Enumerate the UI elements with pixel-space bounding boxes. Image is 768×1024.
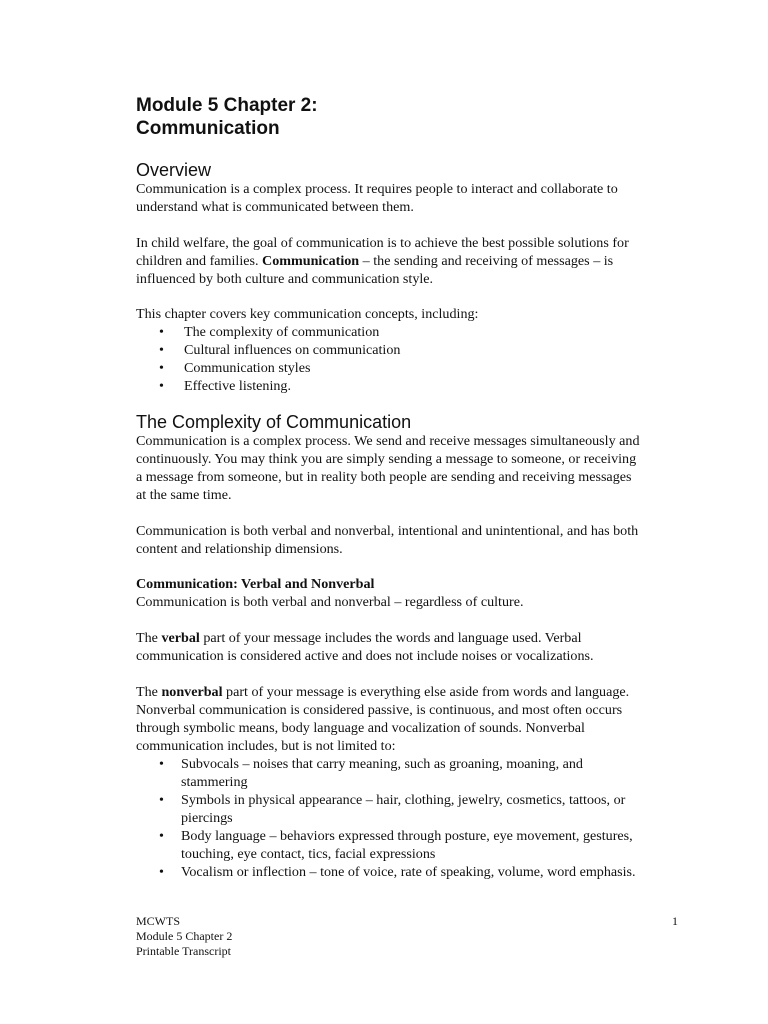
list-item: • Symbols in physical appearance – hair, clothing, jewelry, cosmetics, tattoos, or piercings bbox=[159, 792, 626, 826]
overview-heading: Overview bbox=[136, 160, 212, 180]
list-item: • Subvocals – noises that carry meaning, such as groaning, moaning, and stammering bbox=[159, 756, 583, 790]
footer-line-1: MCWTS bbox=[136, 914, 181, 928]
complexity-heading: The Complexity of Communication bbox=[136, 412, 412, 432]
list-item-text: Symbols in physical appearance – hair, clothing, jewelry, cosmetics, tattoos, or bbox=[181, 792, 626, 808]
text-line: Communication is a complex process. It requires people to interact and collaborate to bbox=[136, 181, 618, 197]
verbal-nonverbal-intro: Communication is both verbal and nonverbal – regardless of culture. bbox=[136, 594, 524, 610]
verbal-nonverbal-subheading: Communication: Verbal and Nonverbal bbox=[136, 576, 375, 592]
text-line: understand what is communicated between them. bbox=[136, 199, 414, 215]
title-line-1: Module 5 Chapter 2: bbox=[136, 95, 318, 116]
nonverbal-paragraph bbox=[136, 683, 676, 755]
list-item: • Effective listening. bbox=[159, 378, 291, 394]
overview-paragraph-3: This chapter covers key communication concepts, including: bbox=[136, 306, 479, 322]
list-item-text: Subvocals – noises that carry meaning, such as groaning, moaning, and bbox=[181, 756, 583, 772]
bold-term-nonverbal: nonverbal bbox=[161, 684, 223, 700]
list-item: • Cultural influences on communication bbox=[159, 342, 401, 358]
page-title bbox=[136, 94, 318, 140]
list-item: • Body language – behaviors expressed through posture, eye movement, gestures, touching, eye contact, tics, facial expressions bbox=[159, 828, 633, 862]
text-line: content and relationship dimensions. bbox=[136, 541, 343, 557]
text-line bbox=[136, 683, 676, 701]
page-footer bbox=[136, 914, 232, 959]
text-line: communication includes, but is not limited to: bbox=[136, 738, 396, 754]
list-item-text: Communication styles bbox=[184, 360, 311, 376]
list-item-text-cont: stammering bbox=[181, 774, 248, 790]
footer-line-3: Printable Transcript bbox=[136, 944, 231, 958]
page-number: 1 bbox=[672, 914, 678, 928]
overview-paragraph-1 bbox=[136, 180, 676, 216]
bold-term-verbal: verbal bbox=[161, 630, 200, 646]
list-item-text: The complexity of communication bbox=[184, 324, 380, 340]
overview-paragraph-2 bbox=[136, 234, 676, 288]
text-line: Communication is a complex process. We send and receive messages simultaneously and bbox=[136, 433, 640, 449]
list-item-text-cont: piercings bbox=[181, 810, 233, 826]
list-item-text: Effective listening. bbox=[184, 378, 291, 394]
text-run: part of your message is everything else aside from words and language. bbox=[222, 684, 630, 700]
list-item-text: Vocalism or inflection – tone of voice, rate of speaking, volume, word emphasis. bbox=[181, 864, 636, 880]
verbal-paragraph bbox=[136, 629, 676, 665]
text-line: through symbolic means, body language and vocalization of sounds. Nonverbal bbox=[136, 720, 585, 736]
list-item-text-cont: touching, eye contact, tics, facial expressions bbox=[181, 846, 436, 862]
text-line: a message from someone, but in reality both people are sending and receiving messages bbox=[136, 469, 632, 485]
list-item-text: Cultural influences on communication bbox=[184, 342, 401, 358]
complexity-paragraph-2 bbox=[136, 522, 676, 558]
text-run: part of your message includes the words and language used. Verbal bbox=[199, 630, 582, 646]
text-line bbox=[136, 629, 676, 647]
overview-bullet-list bbox=[159, 323, 400, 395]
text-run: The bbox=[136, 630, 162, 646]
footer-line-2: Module 5 Chapter 2 bbox=[136, 929, 233, 943]
bold-term-communication: Communication bbox=[262, 253, 360, 269]
text-line: Nonverbal communication is considered passive, is continuous, and most often occurs bbox=[136, 702, 623, 718]
text-line: continuously. You may think you are simply sending a message to someone, or receiving bbox=[136, 451, 637, 467]
nonverbal-bullet-list bbox=[159, 755, 636, 881]
list-item: • Vocalism or inflection – tone of voice, rate of speaking, volume, word emphasis. bbox=[159, 864, 636, 880]
list-item: • The complexity of communication bbox=[159, 324, 380, 340]
text-line: communication is considered active and does not include noises or vocalizations. bbox=[136, 648, 594, 664]
text-line: influenced by both culture and communication style. bbox=[136, 271, 434, 287]
complexity-paragraph-1 bbox=[136, 432, 676, 504]
text-run: children and families. bbox=[136, 253, 263, 269]
text-run: The bbox=[136, 684, 162, 700]
text-line: In child welfare, the goal of communication is to achieve the best possible solutions for bbox=[136, 235, 629, 251]
title-line-2: Communication bbox=[136, 118, 280, 139]
text-line bbox=[136, 252, 676, 270]
list-item-text: Body language – behaviors expressed through posture, eye movement, gestures, bbox=[181, 828, 633, 844]
text-run: – the sending and receiving of messages – is bbox=[359, 253, 614, 269]
list-item: • Communication styles bbox=[159, 360, 311, 376]
text-line: Communication is both verbal and nonverbal, intentional and unintentional, and has both bbox=[136, 523, 639, 539]
text-line: at the same time. bbox=[136, 487, 232, 503]
